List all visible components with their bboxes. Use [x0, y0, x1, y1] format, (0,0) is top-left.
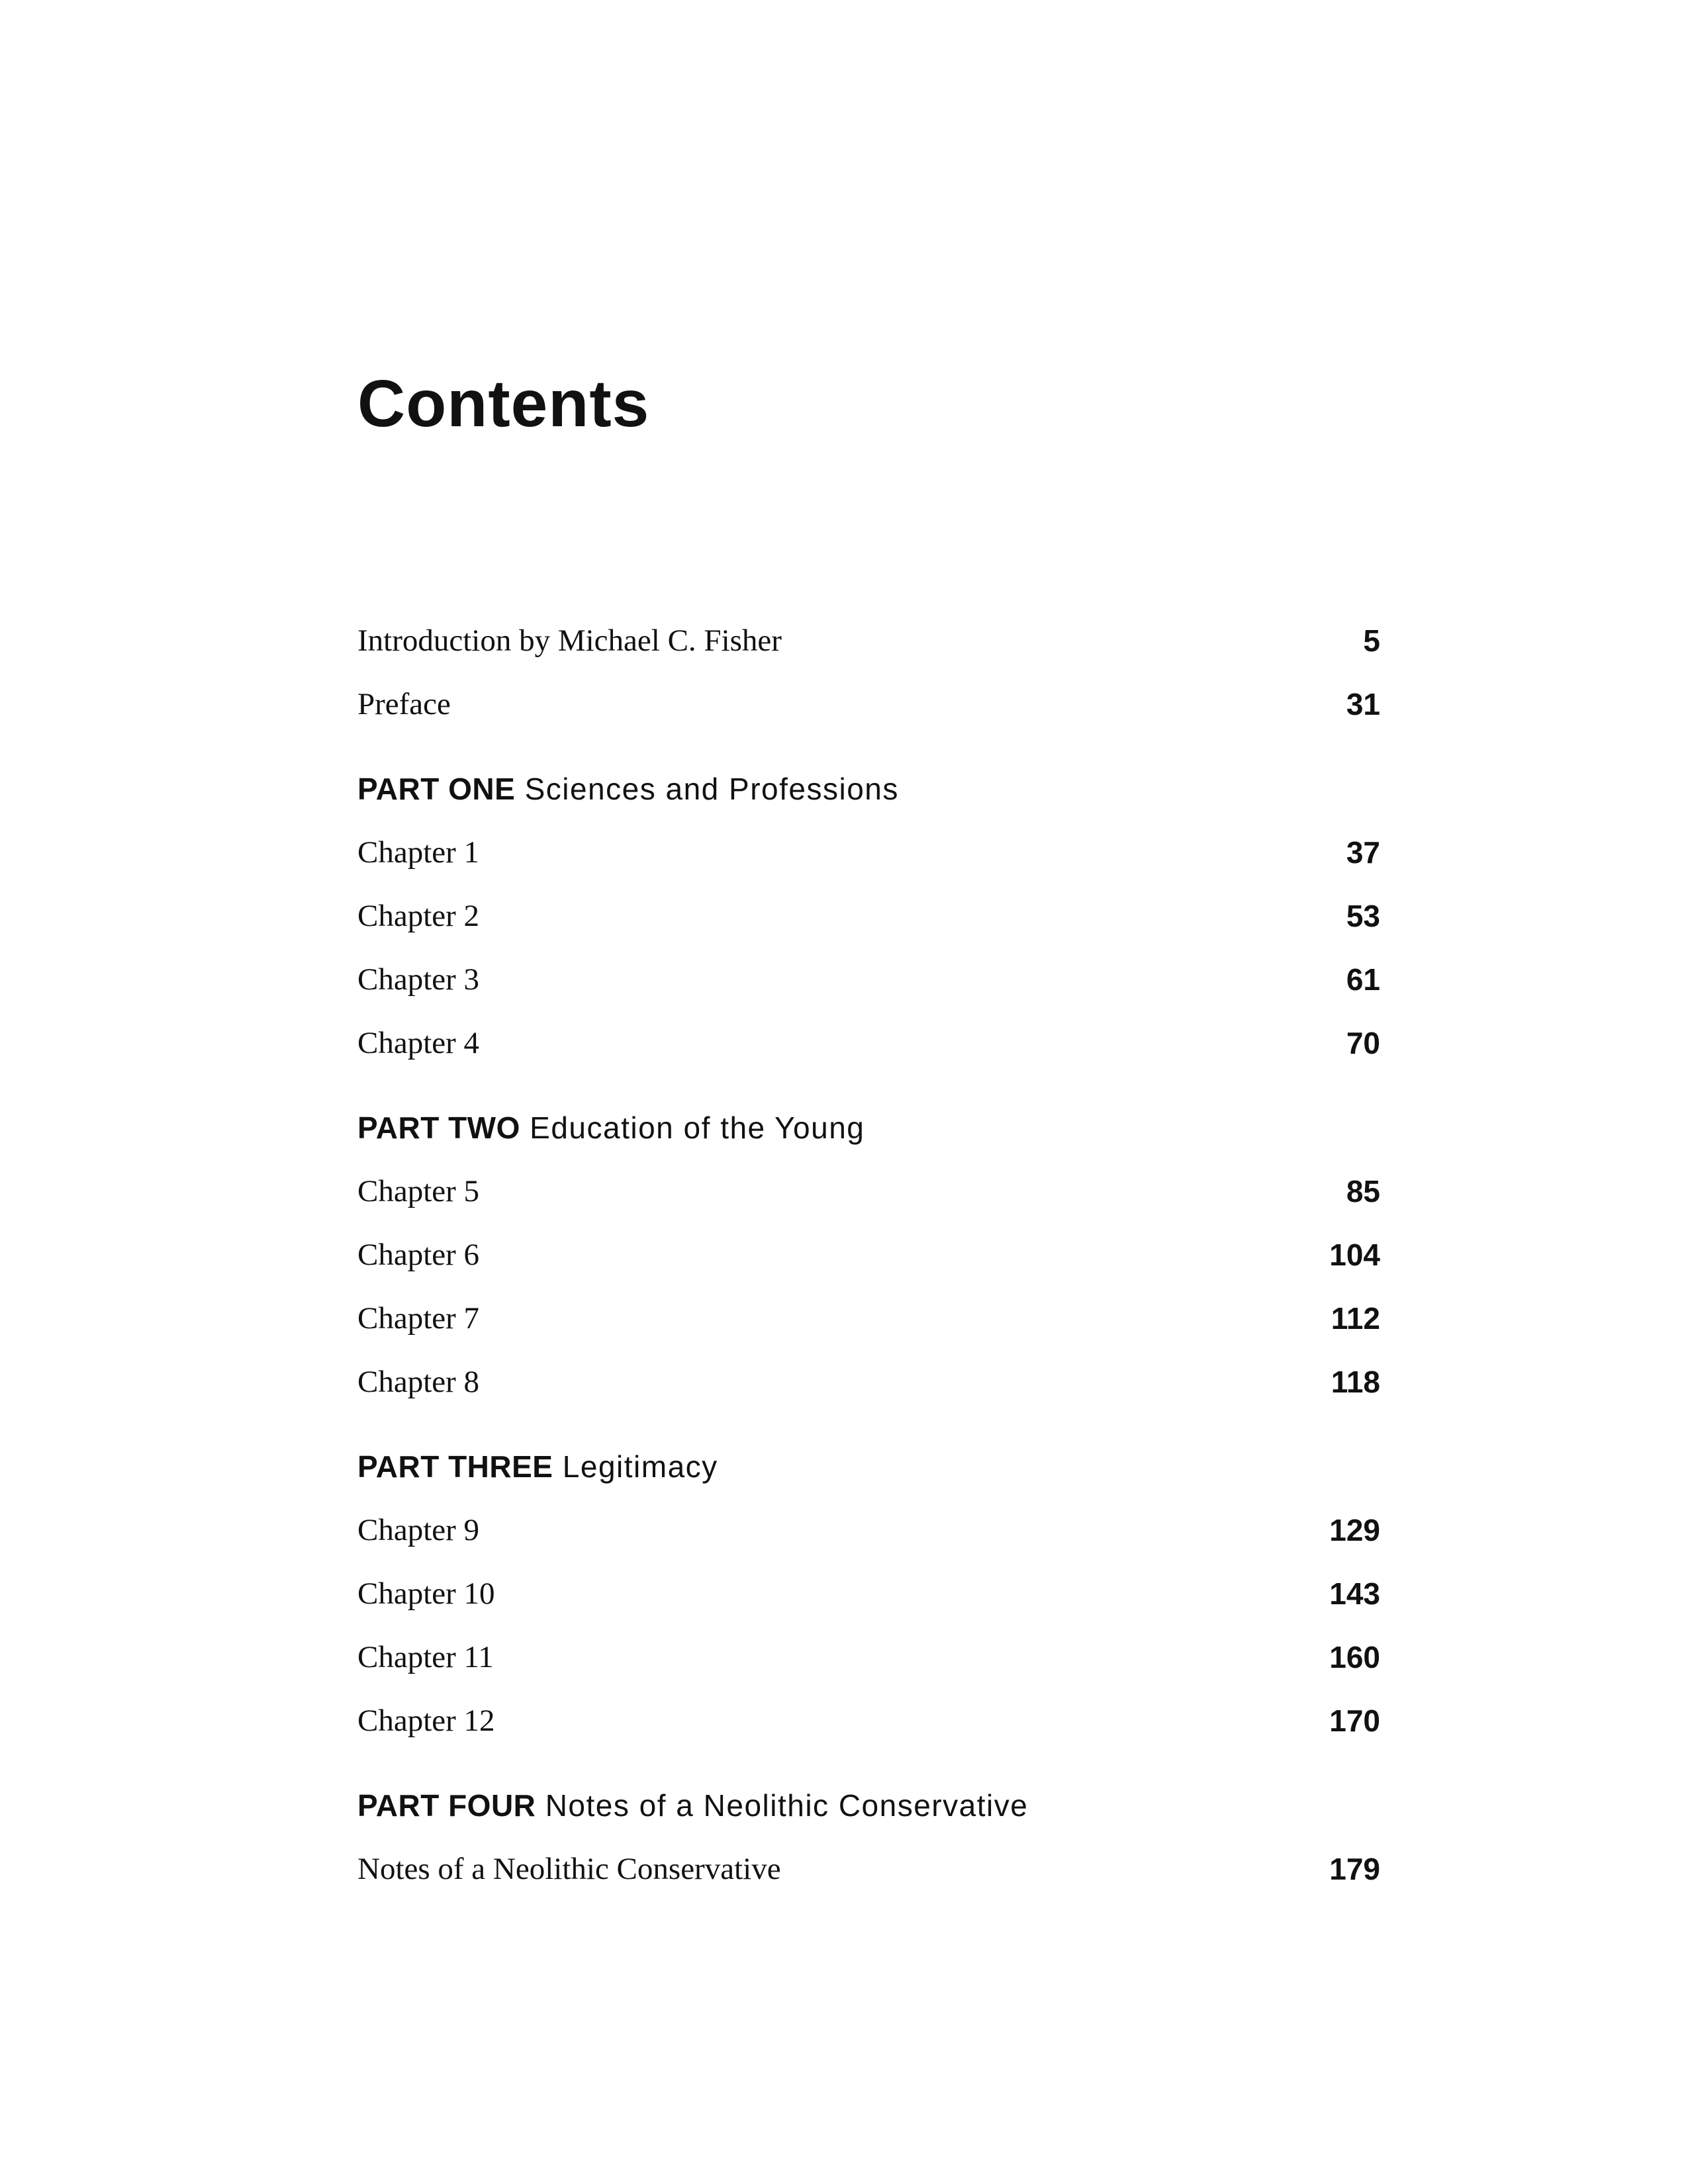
toc-entry-chapter-4 [357, 1011, 1380, 1075]
toc-entry-page-number: 160 [1329, 1640, 1380, 1674]
toc-entry-chapter-2 [357, 884, 1380, 948]
toc-entry-page-number: 112 [1331, 1301, 1380, 1336]
toc-entry-label: Preface [357, 686, 451, 721]
part-heading [357, 774, 899, 804]
toc-entry-label: Notes of a Neolithic Conservative [357, 1851, 781, 1886]
table-of-contents [357, 609, 1380, 1901]
part-number: PART THREE [357, 1449, 553, 1484]
part-number: PART TWO [357, 1111, 520, 1145]
toc-entry-page-number: 170 [1329, 1704, 1380, 1738]
part-title: Legitimacy [562, 1449, 718, 1484]
toc-entry-chapter-12 [357, 1689, 1380, 1752]
toc-entry-page-number: 31 [1346, 687, 1380, 721]
toc-entry-label: Chapter 4 [357, 1025, 480, 1060]
toc-entry-introduction [357, 609, 1380, 672]
toc-entry-chapter-3 [357, 948, 1380, 1011]
toc-entry-label: Chapter 11 [357, 1639, 494, 1674]
toc-entry-label: Chapter 5 [357, 1173, 480, 1208]
toc-entry-page-number: 143 [1329, 1576, 1380, 1611]
toc-entry-page-number: 179 [1329, 1852, 1380, 1886]
toc-entry-notes [357, 1837, 1380, 1901]
part-heading [357, 1790, 1028, 1821]
toc-entry-page-number: 129 [1329, 1513, 1380, 1547]
part-title: Education of the Young [530, 1111, 865, 1145]
part-heading [357, 1451, 718, 1482]
toc-entry-label: Chapter 1 [357, 835, 480, 870]
toc-entry-chapter-8 [357, 1350, 1380, 1414]
toc-entry-page-number: 118 [1331, 1365, 1380, 1399]
part-heading-two [357, 1096, 1380, 1160]
part-title: Notes of a Neolithic Conservative [545, 1788, 1029, 1823]
toc-entry-label: Chapter 9 [357, 1512, 480, 1547]
toc-entry-chapter-7 [357, 1287, 1380, 1350]
toc-entry-chapter-5 [357, 1160, 1380, 1223]
toc-entry-label: Chapter 8 [357, 1364, 480, 1399]
toc-entry-label: Introduction by Michael C. Fisher [357, 623, 782, 658]
toc-entry-label: Chapter 3 [357, 962, 480, 997]
toc-entry-preface [357, 672, 1380, 736]
part-number: PART FOUR [357, 1788, 536, 1823]
toc-entry-chapter-1 [357, 821, 1380, 884]
toc-entry-page-number: 61 [1346, 962, 1380, 997]
page-title: Contents [357, 367, 650, 441]
part-number: PART ONE [357, 772, 516, 806]
toc-entry-chapter-11 [357, 1625, 1380, 1689]
toc-entry-page-number: 104 [1329, 1238, 1380, 1272]
toc-entry-label: Chapter 2 [357, 898, 480, 933]
part-heading-four [357, 1774, 1380, 1837]
toc-entry-page-number: 5 [1363, 623, 1380, 658]
toc-entry-page-number: 85 [1346, 1174, 1380, 1208]
toc-entry-label: Chapter 7 [357, 1300, 480, 1336]
toc-entry-page-number: 70 [1346, 1026, 1380, 1060]
toc-entry-page-number: 37 [1346, 835, 1380, 870]
toc-entry-chapter-6 [357, 1223, 1380, 1287]
toc-entry-label: Chapter 6 [357, 1237, 480, 1272]
toc-entry-chapter-9 [357, 1498, 1380, 1562]
part-title: Sciences and Professions [524, 772, 899, 806]
toc-entry-chapter-10 [357, 1562, 1380, 1625]
toc-entry-page-number: 53 [1346, 899, 1380, 933]
part-heading-one [357, 757, 1380, 821]
toc-entry-label: Chapter 10 [357, 1576, 495, 1611]
part-heading-three [357, 1435, 1380, 1498]
part-heading [357, 1113, 865, 1143]
toc-entry-label: Chapter 12 [357, 1703, 495, 1738]
